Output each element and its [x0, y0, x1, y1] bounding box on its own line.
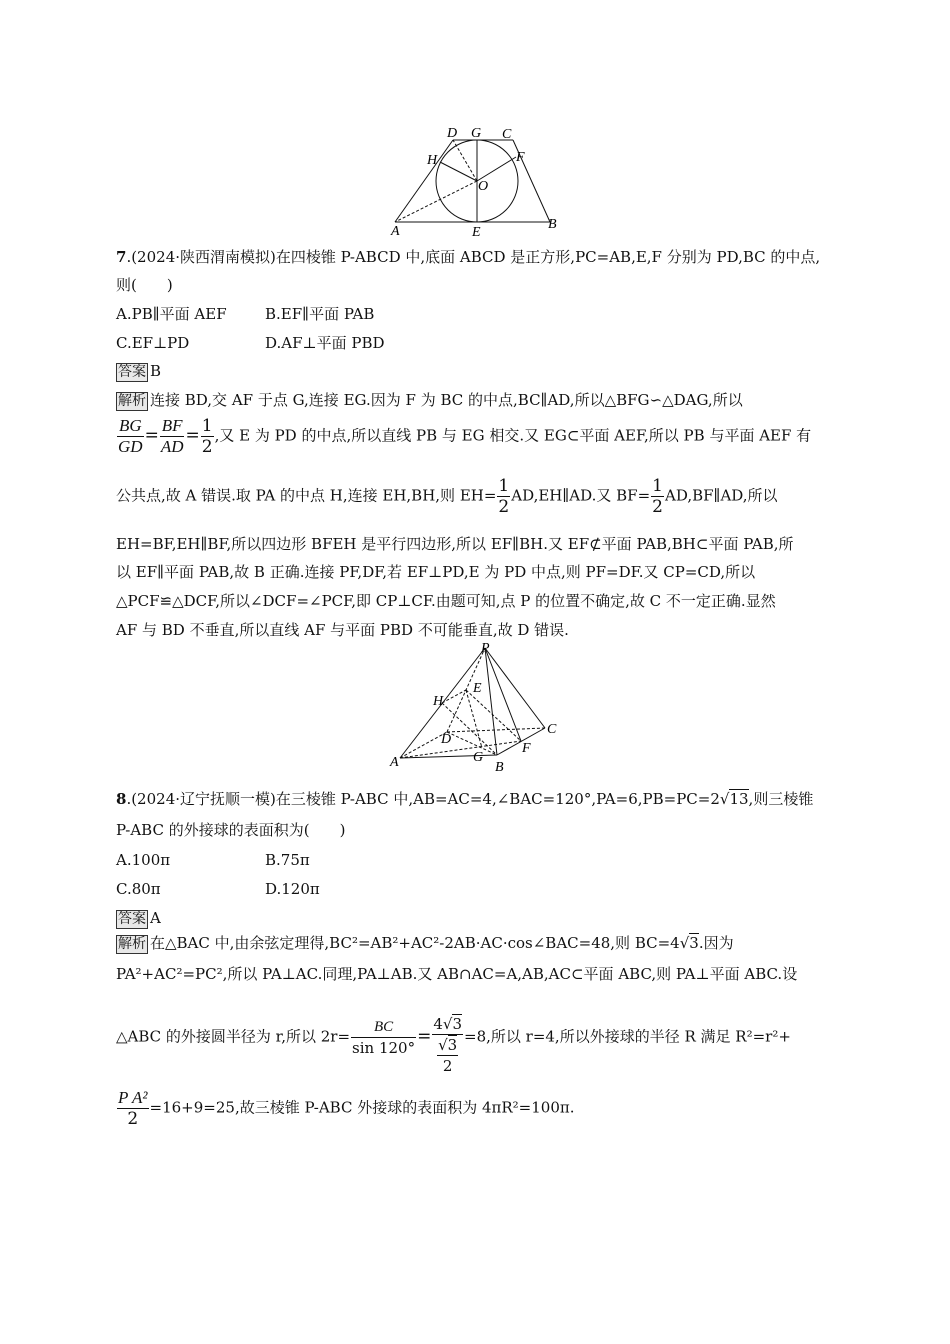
fraction-bf-ad: $\frac{BF}{AD}$ [160, 416, 184, 456]
q7-answer: 答案 B [118, 362, 162, 380]
fig1-label-g: G [471, 126, 482, 141]
fig2-label-b: B [495, 760, 504, 775]
fig2-label-f: F [522, 741, 531, 756]
fraction-half: $\frac{1}{2}$ [652, 476, 663, 517]
q8-stem-line1: 8.(2024·辽宁抚顺一模)在三棱锥 P-ABC 中,AB=AC=4,∠BAC=120°,PA=6,PB=PC=2√13,则三棱锥 [116, 790, 814, 808]
fraction-bg-gd: $\frac{BG}{GD}$ [118, 416, 143, 456]
figure-trapezoid-circle [385, 120, 575, 238]
q7-analysis-line6: △PCF≌△DCF,所以∠DCF=∠PCF,即 CP⊥CF.由题可知,点 P 的位置不确定,故 C 不一定正确.显然 [116, 592, 776, 610]
q8-analysis-line1: 解析 在△BAC 中,由余弦定理得,BC²=AB²+AC²-2AB·AC·cos∠BAC=48,则 BC=4√3.因为 [118, 934, 734, 952]
fig1-label-d: D [447, 126, 458, 141]
fraction-radius: $\frac{4√3}{\frac{√3}{2}}$ [433, 1015, 462, 1075]
analysis-tag: 解析 [118, 936, 146, 952]
q7-stem-line1: 7.(2024·陕西渭南模拟)在四棱锥 P-ABCD 中,底面 ABCD 是正方形,PC=AB,E,F 分别为 PD,BC 的中点, [116, 248, 821, 266]
q8-option-c: C.80π [116, 880, 161, 898]
q7-option-d: D.AF⊥平面 PBD [265, 334, 385, 352]
q8-answer: 答案 A [118, 909, 161, 927]
q7-option-b: B.EF∥平面 PAB [265, 305, 375, 323]
q8-stem-line2: P-ABC 的外接球的表面积为( ) [116, 821, 346, 839]
q7-option-a: A.PB∥平面 AEF [116, 305, 227, 323]
fig2-label-d: D [441, 732, 452, 747]
q8-number: 8 [116, 790, 127, 808]
q8-analysis-line4: $\frac{\text{P A²}}{2}$ =16+9=25,故三棱锥 P-ABC 外接球的表面积为 4πR²=100π. [118, 1088, 575, 1129]
fig1-label-c: C [502, 127, 512, 142]
fig2-label-a: A [390, 755, 399, 770]
q7-analysis-line4: EH=BF,EH∥BF,所以四边形 BFEH 是平行四边形,所以 EF∥BH.又 EF⊄平面 PAB,BH⊂平面 PAB,所 [116, 535, 794, 553]
sqrt-symbol: √ [679, 934, 690, 952]
q7-option-c: C.EF⊥PD [116, 334, 190, 352]
fig1-label-o: O [478, 179, 489, 194]
fig2-label-g: G [473, 750, 484, 765]
fig1-label-f: F [516, 150, 525, 165]
q7-analysis-line3: 公共点,故 A 错误.取 PA 的中点 H,连接 EH,BH,则 EH= $\frac{1}{2}$ AD,EH∥AD.又 BF= $\frac{1}{2}$ AD,BF∥AD,所以 [116, 476, 778, 517]
q7-analysis-line5: 以 EF∥平面 PAB,故 B 正确.连接 PF,DF,若 EF⊥PD,E 为 PD 中点,则 PF=DF.又 CP=CD,所以 [116, 563, 756, 581]
q7-analysis-line1: 解析 连接 BD,交 AF 于点 G,连接 EG.因为 F 为 BC 的中点,BC∥AD,所以△BFG∽△DAG,所以 [118, 391, 743, 409]
q8-option-d: D.120π [265, 880, 320, 898]
fig2-label-e: E [473, 681, 482, 696]
q8-analysis-line3: △ABC 的外接圆半径为 r,所以 2r= $\frac{BC}{\sin 120^\circ}$ = $\frac{4√3}{\frac{√3}{2}}$ =8,所以 r=4,所以外接球的半径 R 满足 R²=r²+ [116, 1015, 791, 1075]
fig2-label-c: C [547, 722, 557, 737]
q7-analysis-line2: $\frac{BG}{GD}$ = $\frac{BF}{AD}$ = $\frac{1}{2}$ ,又 E 为 PD 的中点,所以直线 PB 与 EG 相交.又 EG⊂平面 AEF,所以 PB 与平面 AEF 有 [118, 416, 812, 457]
q8-option-b: B.75π [265, 851, 310, 869]
fraction-pa-squared: $\frac{\text{P A²}}{2}$ [118, 1088, 148, 1129]
analysis-tag: 解析 [118, 393, 146, 409]
fig2-label-h: H [433, 694, 444, 709]
fraction-half: $\frac{1}{2}$ [498, 476, 510, 517]
fig2-label-p: P [481, 641, 490, 656]
fig1-label-h: H [427, 153, 438, 168]
sqrt-symbol: √ [719, 790, 730, 808]
answer-tag: 答案 [118, 911, 146, 927]
q8-option-a: A.100π [116, 851, 171, 869]
q8-analysis-line2: PA²+AC²=PC²,所以 PA⊥AC.同理,PA⊥AB.又 AB∩AC=A,AB,AC⊂平面 ABC,则 PA⊥平面 ABC.设 [116, 965, 798, 983]
figure-pyramid [385, 640, 570, 775]
fig1-label-b: B [548, 217, 557, 232]
q7-number: 7 [116, 248, 127, 266]
answer-tag: 答案 [118, 364, 146, 380]
q7-stem-line2: 则( ) [116, 276, 173, 294]
q7-analysis-line7: AF 与 BD 不垂直,所以直线 AF 与平面 PBD 不可能垂直,故 D 错误. [116, 621, 569, 639]
fig1-label-e: E [472, 225, 481, 238]
fraction-half: $\frac{1}{2}$ [201, 416, 213, 457]
fig1-label-a: A [391, 224, 400, 238]
fraction-bc-sin: $\frac{BC}{\sin 120^\circ}$ [352, 1019, 416, 1057]
